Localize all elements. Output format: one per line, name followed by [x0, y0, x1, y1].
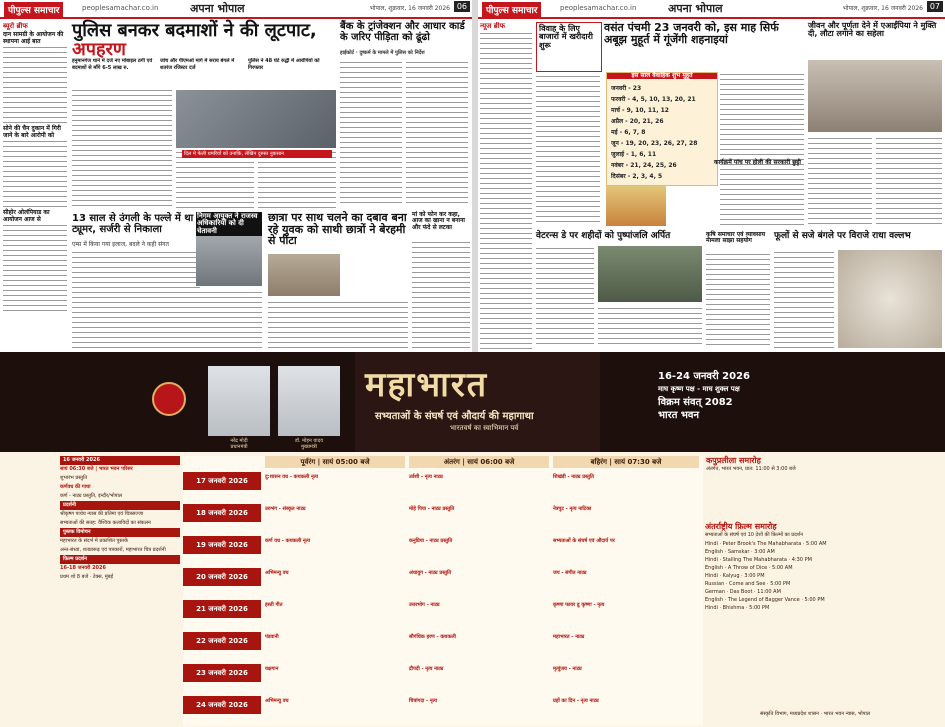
lead-body	[258, 150, 336, 210]
flowers-headline: फूलों से सजे बंगले पर विराजे राधा वल्लभ	[774, 231, 911, 241]
schedule-event: सौगंधिक हरण - कथकली	[409, 634, 456, 640]
schedule-event: पंडवानी	[265, 634, 279, 640]
govt-emblem	[152, 382, 186, 416]
person-name: नरेंद्र मोदी	[230, 438, 248, 444]
person-caption-1	[208, 438, 270, 450]
schedule-cell	[409, 538, 549, 544]
body-text	[196, 290, 262, 348]
bank-subhead: हाईकोर्ट · दुष्कर्म के मामले में पुलिस को निर्देश	[340, 50, 425, 56]
opening-item: सभ्यताओं की सतह: वैश्विक कलाविदों का संकलन	[60, 520, 151, 526]
lead-photo-cctv	[176, 90, 336, 148]
film-row: Hindi · Stalling The Mahabharata · 4:30 PM	[705, 557, 812, 563]
red-caption: दिल मे फेली धमरियों को उनाकि, लेखिन दुरुस्त नुकसान	[184, 151, 284, 157]
schedule-cell	[265, 506, 405, 512]
person-caption-2	[278, 438, 340, 450]
flowers-photo	[838, 250, 942, 348]
wedding-box	[536, 22, 602, 72]
opening-item: शुभारंभ प्रस्तुति	[60, 475, 88, 481]
right-top-body	[808, 136, 872, 228]
schedule-event: सभ्यताओं के संघर्ष एवं औदार्य पर	[553, 538, 615, 544]
schedule-day: 20 जनवरी 2026	[183, 568, 261, 586]
basant-body	[720, 72, 804, 226]
finger-headline: 13 साल से उंगली के पल्ले में था ट्यूमर, सर्जरी से निकाला	[72, 213, 194, 235]
film-title: अंतर्राष्ट्रीय फ़िल्म समारोह	[705, 522, 777, 531]
page-number: 07	[927, 1, 943, 12]
opening-item: श्रीकृष्ण पाथेय न्यास की प्रतिमा एवं चित्रसज्जा	[60, 511, 144, 517]
veterans-photo	[598, 246, 702, 302]
bank-body	[340, 60, 402, 205]
schedule-event: उत्तरभोग - नाट्य	[409, 602, 440, 608]
schedule-cell	[553, 602, 693, 608]
schedule-event: कनुप्रिया - नाट्य प्रस्तुति	[409, 538, 453, 544]
wedding-box-text: विवाह के लिए बाजारों में खरीदारी शुरू	[539, 24, 593, 50]
schedule-cell	[553, 538, 693, 544]
finger-body	[72, 250, 200, 348]
opening-item: पुस्तक विमोचन	[60, 528, 180, 537]
schedule-event: उरुभंग - संस्कृत नाट्य	[265, 506, 306, 512]
schedule-event: अभिमन्यु वध	[265, 570, 289, 576]
body-text	[412, 240, 470, 348]
muhurat-list	[611, 83, 715, 183]
brief-item: सोने की चैन दुकान में गिरी जाने के बारे आरोपी को	[3, 125, 61, 139]
body-text	[808, 136, 872, 228]
brief-item: सीहोर ओलंपियाड का आयोजन आज से	[3, 209, 50, 223]
schedule-event: दु:शासन वध - कथकली नृत्य	[265, 474, 319, 480]
schedule-event: कर्ण वध - कथकली नृत्य	[265, 538, 311, 544]
schedule-cell	[553, 570, 693, 576]
schedule-cell	[265, 474, 405, 480]
schedule-grid	[183, 456, 703, 726]
body-text	[774, 250, 834, 348]
lead-body	[176, 150, 254, 210]
schedule-event: शिखंडी - नाट्य प्रस्तुति	[553, 474, 594, 480]
opening-item: कर्णवध की गाथा	[60, 484, 91, 490]
site-url: peoplesamachar.co.in	[560, 4, 637, 12]
schedule-event: नेत्रपुट - नृत्य नाटिका	[553, 506, 592, 512]
ad-paksha: माघ कृष्ण पक्ष - माघ शुक्ल पक्ष	[658, 385, 740, 393]
person-portrait-2	[278, 366, 340, 436]
nigam-headline: निगम आयुक्त ने राजस्व अधिकारियों को दी चेतावनी	[196, 212, 262, 236]
schedule-event: यक्षगान	[265, 666, 279, 672]
body-text	[876, 136, 942, 228]
muhurat-row: जून - 19, 20, 23, 26, 27, 28	[611, 140, 698, 147]
brand-logo: पीपुल्स समाचार	[482, 2, 541, 17]
person-role: मुख्यमंत्री	[301, 444, 317, 450]
brief-item: दान सामग्री के आयोजन की स्थापना आई बात	[3, 31, 64, 45]
schedule-event: कृष्णा फायर डू कृष्णा - नृत्य	[553, 602, 605, 608]
muhurat-box	[606, 72, 718, 186]
ad-title: महाभारत	[365, 365, 489, 405]
schedule-event: द्रौपदी - नृत्य नाट्य	[409, 666, 444, 672]
film-row: Hindi · Bhishma · 5:00 PM	[705, 605, 770, 611]
mahabharat-ad	[0, 352, 945, 727]
schedule-event: जय - संगीत नाट्य	[553, 570, 587, 576]
issue-date: भोपाल, शुक्रवार, 16 जनवरी 2026	[369, 5, 450, 12]
student-headline: छात्रा पर साथ चलने का दबाव बना रहे युवक को साथी छात्रों ने बेरहमी से पीटा	[268, 211, 407, 248]
side-body	[412, 240, 470, 348]
schedule-event: हस्ती गीत	[265, 602, 283, 608]
veterans-headline: वेटरन्स डे पर शहीदों को पुष्पांजलि अर्पित	[536, 231, 671, 241]
opening-item: महाभारत के संदर्भ में प्रकाशित पुस्तकें	[60, 538, 128, 544]
schedule-cell	[265, 538, 405, 544]
body-text	[720, 72, 804, 226]
left-masthead	[0, 0, 472, 19]
schedule-cell	[265, 570, 405, 576]
muhurat-row: जुलाई - 1, 6, 11	[611, 151, 657, 158]
schedule-event: अंधायुग - नाट्य प्रस्तुति	[409, 570, 452, 576]
ad-dates	[658, 370, 750, 422]
section-title: अपना भोपाल	[668, 2, 723, 15]
body-text	[3, 223, 67, 313]
right-top-headline: जीवन और पूर्णता देने में एआईंपिया ने मुक्ति दी, लौटा लगाने का सहेला	[808, 21, 937, 39]
schedule-cell	[409, 474, 549, 480]
subhead: हनुमानगंज थाने में दर्ज नए मोबाइल ठगी एवं बदमाशों से माँगे 6-5 लाख रु.	[72, 58, 153, 71]
schedule-cell	[553, 474, 693, 480]
subhead: पुलिस ने 48 घंटे रुद्धी में आरोपियों को गिरफ्तार	[248, 58, 320, 71]
finger-subhead: एम्स में किया गया इलाज, बदले ने कही संगत	[72, 241, 169, 248]
opening-item: अन्त-संध्या, शतप्रारूढ़ एवं पत्रकारों, महाभारत चित्र प्रदर्शनी	[60, 547, 166, 553]
muhurat-row: नवंबर - 21, 24, 25, 26	[611, 162, 677, 169]
film-row: English · Samskar · 3:00 AM	[705, 549, 775, 555]
film-row: Russian · Come and See · 5:00 PM	[705, 581, 791, 587]
body-text	[598, 306, 702, 348]
schedule-event: ग्रहों का दिन - नृत्य नाट्य	[553, 698, 599, 704]
schedule-cell	[409, 634, 549, 640]
film-festival	[705, 522, 945, 722]
schedule-event: महाभारत - नाट्य	[553, 634, 585, 640]
veterans-body	[598, 306, 702, 348]
bank-body	[406, 60, 468, 205]
kapidhwaj-sub: अंतर्गत, भारत भवन, प्रात: 11:00 से 3:00 बजे	[706, 466, 796, 472]
police-headline: कार्यक्रमें पांच पर होली की सरकारी छुट्टी	[714, 159, 801, 166]
basant-photo	[606, 186, 666, 226]
body-text	[72, 250, 200, 348]
right-top-photo	[808, 60, 942, 132]
muhurat-row: मार्च - 9, 10, 11, 12	[611, 107, 669, 114]
lead-body	[72, 88, 172, 208]
schedule-day: 24 जनवरी 2026	[183, 696, 261, 714]
nigam-body	[196, 290, 262, 348]
opening-item: 16-18 जनवरी 2026	[60, 565, 106, 571]
ad-samvat: विक्रम संवत् 2082	[658, 397, 733, 408]
side-headline: मां को फोन कर कहा, आज का खाना न बनाना और फंदे से लटका	[412, 211, 465, 231]
section-title: अपना भोपाल	[190, 2, 245, 15]
schedule-cell	[553, 506, 693, 512]
schedule-cell	[265, 634, 405, 640]
right-masthead	[478, 0, 945, 19]
schedule-cell	[265, 602, 405, 608]
body-text	[3, 139, 67, 209]
schedule-cell	[409, 570, 549, 576]
muhurat-row: फरवरी - 4, 5, 10, 13, 20, 21	[611, 96, 696, 103]
schedule-event: अभिमन्यु वध	[265, 698, 289, 704]
film-row: German · Das Boot · 11:00 AM	[705, 589, 781, 595]
schedule-cell	[409, 602, 549, 608]
society-headline: कृषि समाचार एवं व्यावसाय मामला साझा सहयोग	[706, 231, 766, 245]
ad-date-range: 16-24 जनवरी 2026	[658, 371, 750, 382]
opening-day-list	[60, 456, 180, 582]
person-name: डॉ. मोहन यादव	[294, 438, 324, 444]
schedule-day: 21 जनवरी 2026	[183, 600, 261, 618]
schedule-col-head: पूर्वरंग | सायं 05:00 बजे	[265, 456, 405, 468]
right-brief-column	[480, 22, 532, 350]
basant-headline: वसंत पंचमी 23 जनवरी को, इस माह सिर्फ अबूझ मुहूर्त में गूंजेंगी शहनाइयां	[604, 21, 779, 46]
subhead: जांच और पीएमओ मार्ग में सराय बंगले में शतरंज रजिस्टर दर्ज	[160, 58, 235, 71]
bank-headline: बैंक के ट्रांजेक्शन और आधार कार्ड के जरिए पीड़िता को ढूंढो	[340, 21, 465, 43]
film-sub: सभ्यताओं के संघर्ष एवं 10 देशों की फ़िल्मों का प्रदर्शन	[705, 532, 803, 538]
film-row: Hindi · Peter Brook's The Mahabharata · 5:00 AM	[705, 541, 827, 547]
opening-item: कर्ण - नाट्य प्रस्तुति, इन्दौर/भोपाल	[60, 493, 123, 499]
schedule-event: मृत्युंजय - नाट्य	[553, 666, 582, 672]
schedule-day: 19 जनवरी 2026	[183, 536, 261, 554]
person-role: प्रधानमंत्री	[230, 444, 248, 450]
student-photo	[268, 254, 340, 296]
body-text	[258, 150, 336, 210]
body-text	[340, 60, 402, 205]
kapidhwaj-block	[706, 456, 942, 474]
lead-headline	[72, 22, 334, 60]
veterans-body	[536, 246, 594, 348]
body-text	[3, 45, 67, 125]
ad-subtitle-2: भारतवर्ष का स्वाभिमान पर्व	[450, 424, 519, 432]
schedule-col-head: बहिरंग | सायं 07:30 बजे	[553, 456, 699, 468]
body-text	[706, 252, 770, 348]
schedule-day: 23 जनवरी 2026	[183, 664, 261, 682]
schedule-cell	[409, 698, 549, 704]
muhurat-title: इस साल वैवाहिक शुभ मुहूर्त	[607, 73, 717, 79]
body-text	[406, 60, 468, 205]
schedule-day: 17 जनवरी 2026	[183, 472, 261, 490]
lead-subheads	[72, 58, 334, 86]
schedule-cell	[553, 666, 693, 672]
opening-item: प्रथम शो 8 बजे · टेक्स, मुंबई	[60, 574, 114, 580]
kapidhwaj-title: कपुप्रलीला समारोह	[706, 456, 761, 465]
ad-venue: भारत भवन	[658, 410, 700, 421]
wedding-body	[536, 74, 600, 224]
film-row: English · The Legend of Bagger Vance · 5:00 PM	[705, 597, 825, 603]
issue-date: भोपाल, शुक्रवार, 16 जनवरी 2026	[842, 5, 923, 12]
schedule-cell	[553, 698, 693, 704]
flowers-body	[774, 250, 834, 348]
opening-item: फ़िल्म प्रदर्शन	[60, 555, 180, 564]
society-body	[706, 252, 770, 348]
muhurat-row: जनवरी - 23	[611, 85, 642, 92]
brief-kicker: न्यूज ब्रीफ	[480, 22, 505, 30]
person-portrait-1	[208, 366, 270, 436]
left-brief-column	[3, 22, 67, 350]
body-text	[480, 31, 532, 350]
schedule-event: उर्वशी - नृत्य नाट्य	[409, 474, 443, 480]
right-top-body	[876, 136, 942, 228]
schedule-day: 22 जनवरी 2026	[183, 632, 261, 650]
nigam-photo	[196, 236, 262, 286]
site-url: peoplesamachar.co.in	[82, 4, 159, 12]
body-text	[176, 150, 254, 210]
ad-subtitle: सभ्यताओं के संघर्ष एवं औदार्य की महागाथा	[375, 411, 534, 422]
schedule-event: चित्रांगदा - नृत्य	[409, 698, 437, 704]
student-body	[268, 300, 408, 348]
schedule-col-head: अंतरंग | सायं 06:00 बजे	[409, 456, 549, 468]
schedule-cell	[265, 698, 405, 704]
body-text	[72, 88, 172, 208]
page-number: 06	[454, 1, 470, 12]
body-text	[536, 246, 594, 348]
schedule-cell	[409, 666, 549, 672]
film-row: Hindi · Kalyug · 3:00 PM	[705, 573, 765, 579]
schedule-cell	[553, 634, 693, 640]
muhurat-row: मई - 6, 7, 8	[611, 129, 646, 136]
lead-headline-text: पुलिस बनकर बदमाशों ने की लूटपाट,	[72, 20, 317, 41]
muhurat-row: दिसंबर - 2, 3, 4, 5	[611, 173, 663, 180]
opening-item: प्रदर्शनी	[60, 501, 180, 510]
brief-kicker: ब्यूरो ब्रीफ	[3, 22, 28, 30]
schedule-cell	[265, 666, 405, 672]
ad-footer: संस्कृति विभाग, मध्यप्रदेश शासन · भारत भवन न्यास, भोपाल	[760, 711, 871, 717]
body-text	[268, 300, 408, 348]
opening-item: सायं 06:30 बजे | भारत भवन परिसर	[60, 466, 133, 472]
muhurat-row: अप्रैल - 20, 21, 26	[611, 118, 664, 125]
brand-logo: पीपुल्स समाचार	[4, 2, 63, 17]
schedule-cell	[409, 506, 549, 512]
opening-date: 16 जनवरी 2026	[60, 456, 180, 465]
film-row: English · A Throw of Dice · 5:00 AM	[705, 565, 793, 571]
schedule-event: मोहे पिया - नाट्य प्रस्तुति	[409, 506, 455, 512]
lead-headline-red: अपहरण	[72, 38, 126, 60]
body-text	[536, 74, 600, 224]
schedule-day: 18 जनवरी 2026	[183, 504, 261, 522]
